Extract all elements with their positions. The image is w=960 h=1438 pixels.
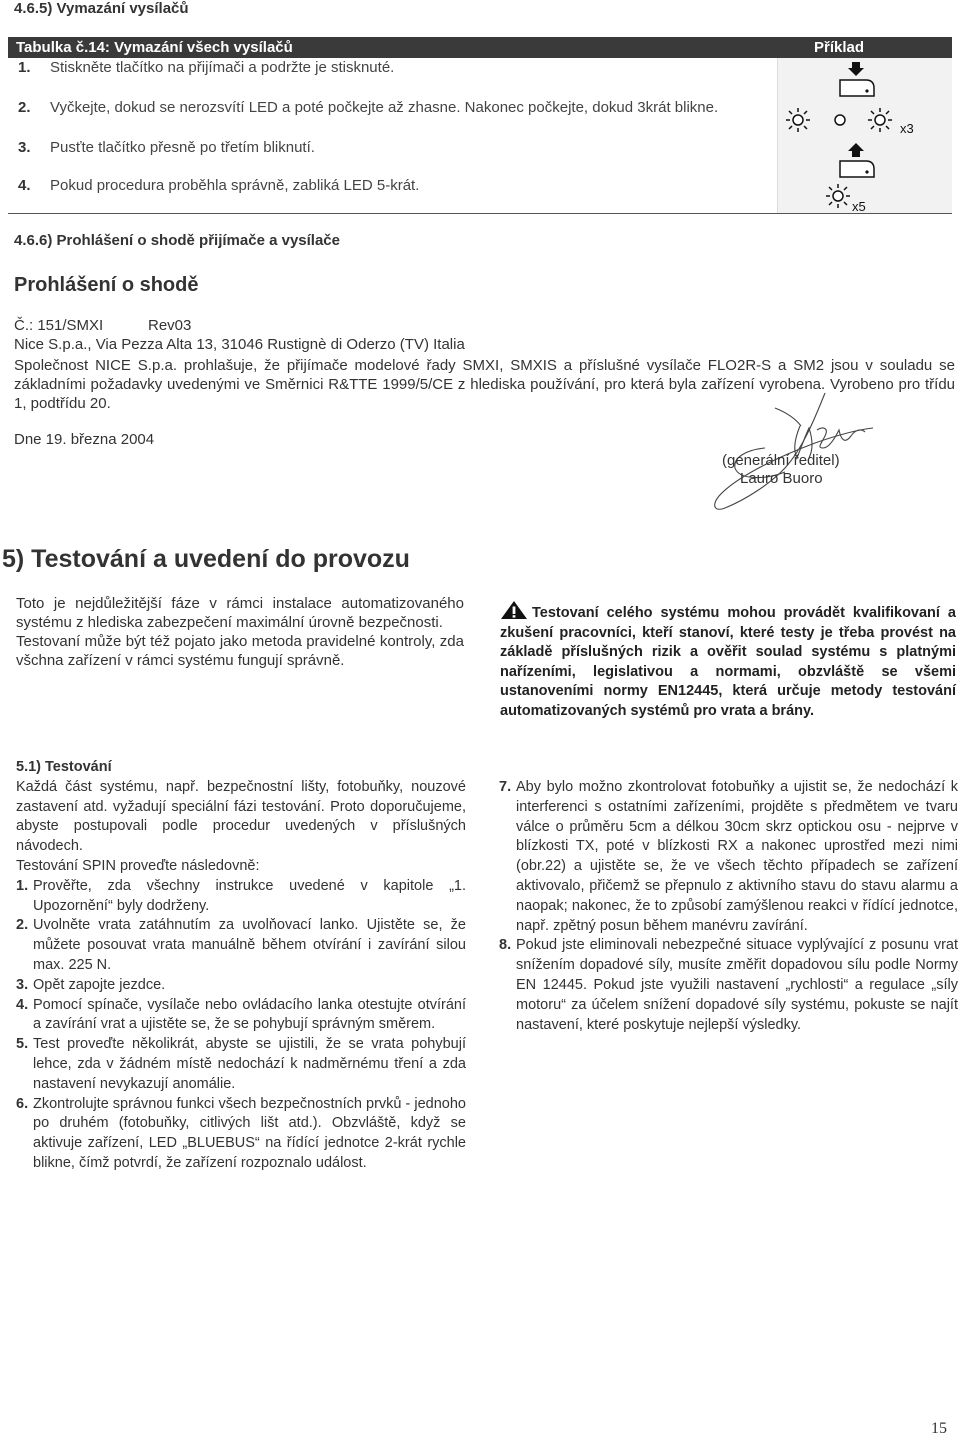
declaration-date: Dne 19. března 2004	[14, 431, 155, 448]
list-item-number: 8.	[499, 937, 512, 954]
table-14-header	[8, 37, 952, 58]
signatory-name: Lauro Buoro	[740, 470, 823, 487]
blink-count-x5: x5	[852, 199, 866, 213]
table-step-text: Pusťte tlačítko přesně po třetím bliknutí.	[50, 139, 315, 156]
list-item-text: Pokud jste eliminovali nebezpečné situace vyplývající z posunu vrat snížením dopadové síly, musíte změřit dopadovou sílu podle Normy EN 12445. Pokud jste využili nastavení „rychlosti“ a regulace „síly motoru“ za účelem snížení dopadové síly systému, pokuste se najít nastavení, které poskytuje nejlepší výsledky.	[516, 937, 958, 1033]
led-blink-x5-icon	[826, 184, 850, 208]
table-step-text: Vyčkejte, dokud se nerozsvítí LED a poté počkejte až zhasne. Nakonec počkejte, dokud 3krát blikne.	[50, 99, 719, 116]
table-14-example-label: Příklad	[814, 39, 865, 56]
section-heading-4-6-6: 4.6.6) Prohlášení o shodě přijímače a vysílače	[14, 232, 340, 249]
warning-box	[500, 600, 956, 721]
receiver-button-sequence-illustration	[778, 58, 952, 213]
list-item-number: 5.	[16, 1036, 29, 1053]
list-item-text: Uvolněte vrata zatáhnutím za uvolňovací lanko. Ujistěte se, že můžete posouvat vrata manuálně během otvírání i zavírání silou max. 225 N.	[33, 917, 466, 973]
list-item-number: 2.	[16, 917, 29, 934]
list-item	[16, 1035, 466, 1094]
section-heading-5: 5) Testování a uvedení do provozu	[2, 545, 410, 573]
testing-right-column	[499, 778, 958, 1035]
testing-paragraph: Testování SPIN proveďte následovně:	[16, 857, 260, 874]
page-number: 15	[931, 1420, 947, 1437]
list-item-text: Test proveďte několikrát, abyste se ujistili, že se vrata pohybují lehce, zda v žádném místě nedochází k nadměrnému tření a zda nastavení nevykazují anomálie.	[33, 1036, 466, 1092]
warning-text-block	[500, 600, 956, 721]
list-item	[16, 976, 466, 996]
signatory-role: (generální ředitel)	[722, 452, 840, 469]
list-item	[499, 778, 958, 936]
table-step-number: 2.	[18, 99, 31, 116]
blink-count-x3: x3	[900, 121, 914, 136]
list-item	[16, 1095, 466, 1174]
testing-paragraph: Každá část systému, např. bezpečnostní lišty, fotobuňky, nouzové zastavení atd. vyžadují speciální fázi testování. Proto doporučujeme, abyste postupovali podle procedur uvedených v příslušných návodech.	[16, 778, 466, 855]
warning-triangle-icon	[500, 600, 528, 620]
table-step-text: Pokud procedura proběhla správně, zabliká LED 5-krát.	[50, 177, 420, 194]
section-5-intro	[16, 594, 464, 670]
table-14-title: Tabulka č.14: Vymazání všech vysílačů	[16, 39, 293, 56]
declaration-text: Společnost NICE S.p.a. prohlašuje, že přijímače modelové řady SMXI, SMXIS a příslušné vysílače FLO2R-S a SM2 jsou v souladu se základními požadavky uvedenými ve Směrnici R&TTE 1999/5/CE z hlediska používání, pro která byla zařízení vyrobena. Vyrobeno pro třídu 1, podtřídu 20.	[14, 357, 955, 412]
warning-text: Testovaní celého systému mohou provádět kvalifikovaní a zkušení pracovníci, kteří stanoví, které testy je třeba provést na základě příslušných rizik a ověřit soulad systému s platnými nařízeními, legislativou a normami, obzvláště se všemi ustanoveními normy EN12445, která určuje metody testování automatizovaných systémů pro vrata a brány.	[500, 605, 956, 719]
intro-paragraph: Testovaní může být též pojato jako metoda pravidelné kontroly, zda všchna zařízení v rámci systému fungují správně.	[16, 633, 464, 669]
declaration-number: Č.: 151/SMXI	[14, 317, 104, 334]
list-item-text: Zkontrolujte správnou funkci všech bezpečnostních prvků - jednoho po druhém (fotobuňky, citlivých lišt atd.). Obzvláště, když se aktivuje zařízení, LED „BLUEBUS“ na řídící jednotce 2-krát rychle blikne, čímž potvrdí, že zařízení rozpoznalo událost.	[33, 1095, 466, 1171]
list-item	[499, 936, 958, 1035]
intro-paragraph: Toto je nejdůležitější fáze v rámci instalace automatizovaného systému z hlediska zabezpečení maximální úrovně bezpečnosti.	[16, 595, 464, 631]
release-button-icon	[840, 143, 874, 177]
press-button-icon	[840, 62, 874, 96]
testing-left-column	[16, 758, 466, 1174]
section-heading-4-6-5: 4.6.5) Vymazání vysílačů	[14, 0, 189, 17]
declaration-revision: Rev03	[148, 317, 192, 334]
section-heading-5-1: 5.1) Testování	[16, 759, 112, 775]
list-item	[16, 916, 466, 975]
declaration-address: Nice S.p.a., Via Pezza Alta 13, 31046 Rustignè di Oderzo (TV) Italia	[14, 336, 465, 353]
list-item-number: 1.	[16, 877, 29, 894]
list-item-text: Pomocí spínače, vysílače nebo ovládacího lanka otestujte otvírání a zavírání vrat a ujistěte se, že se pohybují správným směrem.	[33, 996, 466, 1033]
list-item	[16, 877, 466, 917]
table-step-number: 1.	[18, 59, 31, 76]
declaration-title: Prohlášení o shodě	[14, 274, 199, 296]
list-item-text: Opět zapojte jezdce.	[33, 976, 166, 993]
table-step-number: 3.	[18, 139, 31, 156]
list-item-number: 4.	[16, 996, 29, 1013]
led-blink-x3-icon	[786, 108, 892, 132]
list-item-number: 3.	[16, 976, 29, 993]
list-item-text: Aby bylo možno zkontrolovat fotobuňky a ujistit se, že nedochází k interferenci s ostatními zařízeními, projděte s předmětem ve tvaru válce o průměru 5cm a délkou 30cm skrz optickou osu - nejprve v blízkosti TX, poté v blízkosti RX a nakonec uprostřed mezi nimi (obr.22) a ujistěte se, že ve všech těchto případech se zařízení aktivovalo, přičemž se přepnulo z aktivního stavu do stavu alarmu a naopak; nakonec, že to způsobí zamýšlenou reakci v řídící jednotce, např. zpětný posun během manévru zavírání.	[516, 779, 958, 934]
list-item	[16, 996, 466, 1036]
list-item-number: 6.	[16, 1095, 29, 1112]
table-14-example-illustrations	[777, 58, 952, 213]
list-item-text: Prověřte, zda všechny instrukce uvedené v kapitole „1. Upozornění“ byly dodrženy.	[33, 877, 466, 914]
table-step-text: Stiskněte tlačítko na přijímači a podržte je stisknuté.	[50, 59, 395, 76]
list-item-number: 7.	[499, 779, 512, 795]
table-step-number: 4.	[18, 177, 31, 194]
